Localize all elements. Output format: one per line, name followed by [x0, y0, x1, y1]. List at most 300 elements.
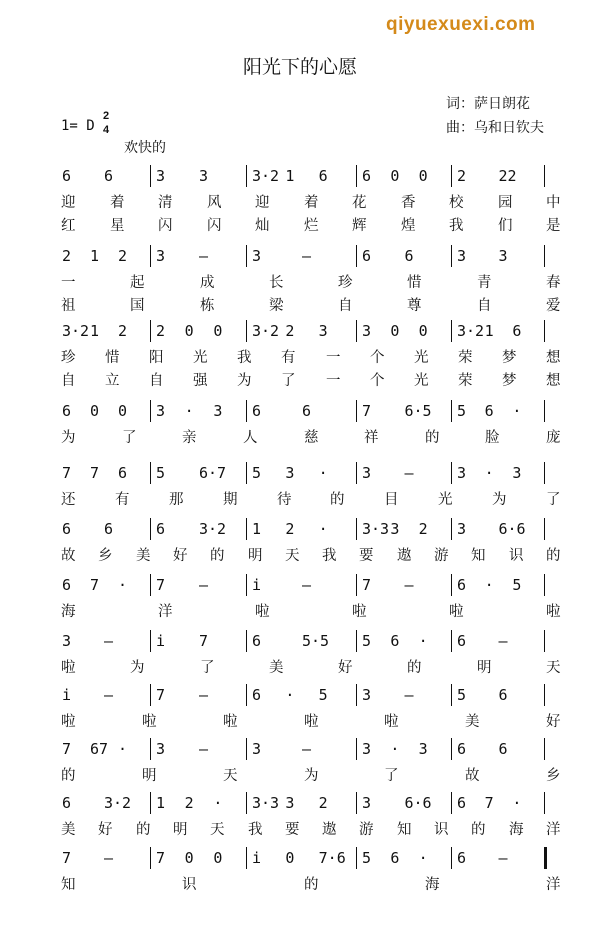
- note: 3·2: [252, 167, 280, 185]
- note: 3: [390, 520, 400, 538]
- barline: [150, 400, 151, 422]
- barline: [544, 630, 545, 652]
- measure: [156, 628, 242, 658]
- measure: [457, 398, 540, 428]
- lyric-word: 啦: [223, 714, 238, 730]
- barline: [356, 847, 357, 869]
- note: 3: [457, 520, 467, 538]
- barline: [246, 738, 247, 760]
- barline: [246, 400, 247, 422]
- barline: [544, 400, 545, 422]
- note: 3: [252, 247, 262, 265]
- measure: [362, 682, 447, 712]
- lyric-word: 遨: [322, 822, 337, 838]
- song-title: 阳光下的心愿: [242, 56, 357, 78]
- note: –: [302, 247, 312, 265]
- lyric-line: [0, 271, 600, 291]
- note: 6: [362, 167, 372, 185]
- note: –: [199, 576, 209, 594]
- barline: [246, 847, 247, 869]
- lyric-word: 的: [471, 822, 486, 838]
- barline: [451, 847, 452, 869]
- barline: [150, 518, 151, 540]
- measure: [62, 845, 146, 875]
- measure: [62, 516, 146, 546]
- barline: [150, 165, 151, 187]
- lyric-word: 啦: [61, 660, 76, 676]
- barline: [150, 847, 151, 869]
- note: 7: [156, 686, 166, 704]
- lyric-word: 识: [182, 877, 197, 893]
- notation-line: [0, 460, 600, 490]
- notation-line: [0, 845, 600, 875]
- barline: [246, 165, 247, 187]
- note: –: [199, 247, 209, 265]
- note: 2: [318, 794, 328, 812]
- lyric-word: 迎: [61, 195, 76, 211]
- measure: [156, 682, 242, 712]
- lyric-word: 乡: [546, 768, 561, 784]
- note: 3·2: [199, 520, 227, 538]
- note: 6: [252, 632, 262, 650]
- note: 6·7: [199, 464, 227, 482]
- score-system: [0, 163, 600, 240]
- measure: [62, 243, 146, 273]
- lyric-word: 慈: [304, 430, 319, 446]
- lyric-word: 清: [158, 195, 173, 211]
- measure: [457, 318, 540, 348]
- lyric-word: 阳: [149, 350, 164, 366]
- note: 6: [457, 849, 467, 867]
- measure: [362, 790, 447, 820]
- lyric-word: 洋: [546, 877, 561, 893]
- lyric-word: 星: [110, 218, 125, 234]
- measure: [252, 243, 352, 273]
- lyric-word: 春: [546, 275, 561, 291]
- lyric-line: [0, 488, 600, 508]
- lyric-word: 要: [359, 548, 374, 564]
- lyric-word: 自: [477, 298, 492, 314]
- barline: [246, 245, 247, 267]
- note: 3: [418, 740, 428, 758]
- measure: [252, 318, 352, 348]
- note: 3: [362, 464, 372, 482]
- lyric-line: [0, 600, 600, 620]
- note: 7: [362, 576, 372, 594]
- notation-line: [0, 572, 600, 602]
- barline: [544, 684, 545, 706]
- lyric-word: 天: [546, 660, 561, 676]
- note: 1: [484, 322, 494, 340]
- lyric-word: 爱: [546, 298, 561, 314]
- measure: [62, 736, 146, 766]
- note: 6: [62, 167, 72, 185]
- note: 3·3: [252, 794, 280, 812]
- measure: [362, 845, 447, 875]
- lyric-word: 美: [136, 548, 151, 564]
- measure: [156, 243, 242, 273]
- note: 6·5: [404, 402, 432, 420]
- barline: [150, 462, 151, 484]
- lyric-word: 了: [122, 430, 137, 446]
- lyric-word: 的: [407, 660, 422, 676]
- note: 6: [457, 576, 467, 594]
- notation-line: [0, 318, 600, 348]
- barline: [150, 738, 151, 760]
- barline: [356, 792, 357, 814]
- lyric-word: 闪: [158, 218, 173, 234]
- lyric-word: 啦: [255, 604, 270, 620]
- lyric-line: [0, 818, 600, 838]
- barline: [451, 245, 452, 267]
- barline: [544, 518, 545, 540]
- note: 2: [118, 247, 128, 265]
- measure: [156, 460, 242, 490]
- note: 3: [213, 402, 223, 420]
- note: 6: [62, 794, 72, 812]
- measure: [362, 243, 447, 273]
- lyric-word: 美: [465, 714, 480, 730]
- barline: [544, 165, 545, 187]
- lyric-word: 那: [169, 492, 184, 508]
- note: 3: [318, 322, 328, 340]
- lyric-word: 知: [471, 548, 486, 564]
- lyric-word: 一: [326, 373, 341, 389]
- lyric-word: 天: [210, 822, 225, 838]
- barline: [356, 574, 357, 596]
- note: 7: [362, 402, 372, 420]
- lyric-word: 了: [384, 768, 399, 784]
- note: 3·2: [457, 322, 485, 340]
- lyric-word: 闪: [207, 218, 222, 234]
- lyric-word: 强: [193, 373, 208, 389]
- note: 22: [498, 167, 517, 185]
- lyric-word: 栋: [200, 298, 215, 314]
- note: 3: [362, 794, 372, 812]
- note: 6·6: [404, 794, 432, 812]
- lyric-word: 为: [130, 660, 145, 676]
- lyric-word: 自: [338, 298, 353, 314]
- note: 1: [90, 247, 100, 265]
- note: 2: [285, 322, 295, 340]
- lyric-word: 自: [149, 373, 164, 389]
- barline: [246, 574, 247, 596]
- note: 7: [62, 464, 72, 482]
- lyric-word: 好: [338, 660, 353, 676]
- barline: [544, 320, 545, 342]
- lyric-word: 荣: [458, 373, 473, 389]
- lyric-word: 的: [330, 492, 345, 508]
- note: –: [404, 464, 414, 482]
- lyric-word: 明: [142, 768, 157, 784]
- note: 3: [457, 247, 467, 265]
- note: 3·3: [362, 520, 390, 538]
- note: 3: [156, 402, 166, 420]
- note: 5: [318, 686, 328, 704]
- measure: [62, 460, 146, 490]
- measure: [156, 736, 242, 766]
- note: 7: [156, 576, 166, 594]
- note: 7: [62, 849, 72, 867]
- measure: [62, 163, 146, 193]
- measure: [362, 460, 447, 490]
- barline: [544, 738, 545, 760]
- note: 5: [252, 464, 262, 482]
- note: 2: [156, 322, 166, 340]
- measure: [252, 845, 352, 875]
- measure: [252, 790, 352, 820]
- lyric-word: 立: [105, 373, 120, 389]
- measure: [252, 628, 352, 658]
- measure: [156, 790, 242, 820]
- time-signature-top: 2: [103, 110, 110, 122]
- notation-line: [0, 682, 600, 712]
- lyric-word: 知: [61, 877, 76, 893]
- barline: [451, 792, 452, 814]
- lyric-word: 长: [269, 275, 284, 291]
- lyric-word: 的: [425, 430, 440, 446]
- barline: [451, 400, 452, 422]
- note: 6: [484, 402, 494, 420]
- lyric-word: 校: [449, 195, 464, 211]
- measure: [252, 736, 352, 766]
- note: 3: [457, 464, 467, 482]
- lyric-word: 好: [173, 548, 188, 564]
- note: 3: [285, 794, 295, 812]
- lyric-word: 期: [223, 492, 238, 508]
- measure: [457, 628, 540, 658]
- note: 7: [484, 794, 494, 812]
- barline: [150, 245, 151, 267]
- barline: [246, 630, 247, 652]
- note: 3: [156, 740, 166, 758]
- note: i: [156, 632, 166, 650]
- note: 0: [213, 322, 223, 340]
- barline: [451, 630, 452, 652]
- lyric-word: 为: [304, 768, 319, 784]
- note: –: [404, 686, 414, 704]
- note: 6: [156, 520, 166, 538]
- lyric-word: 着: [110, 195, 125, 211]
- lyric-word: 我: [237, 350, 252, 366]
- barline: [451, 518, 452, 540]
- note: ·: [484, 464, 494, 482]
- lyric-word: 光: [414, 373, 429, 389]
- barline: [544, 245, 545, 267]
- lyric-word: 啦: [546, 604, 561, 620]
- barline: [150, 630, 151, 652]
- barline: [544, 574, 545, 596]
- note: –: [302, 740, 312, 758]
- lyric-word: 个: [370, 350, 385, 366]
- note: 3: [156, 247, 166, 265]
- lyric-line: [0, 369, 600, 389]
- note: 6: [104, 520, 114, 538]
- barline: [150, 320, 151, 342]
- lyric-word: 为: [492, 492, 507, 508]
- lyric-word: 知: [397, 822, 412, 838]
- lyric-word: 青: [477, 275, 492, 291]
- lyric-word: 乡: [98, 548, 113, 564]
- note: 3: [498, 247, 508, 265]
- note: –: [104, 632, 114, 650]
- lyric-word: 中: [546, 195, 561, 211]
- note: 7·6: [318, 849, 346, 867]
- note: –: [498, 849, 508, 867]
- measure: [362, 736, 447, 766]
- lyric-word: 为: [61, 430, 76, 446]
- note: 3: [362, 322, 372, 340]
- lyric-word: 花: [352, 195, 367, 211]
- note: 7: [90, 576, 100, 594]
- measure: [362, 516, 447, 546]
- note: 3: [252, 740, 262, 758]
- lyric-line: [0, 191, 600, 211]
- measure: [62, 682, 146, 712]
- lyric-line: [0, 873, 600, 893]
- lyric-line: [0, 710, 600, 730]
- note: 6: [118, 464, 128, 482]
- lyric-word: 啦: [142, 714, 157, 730]
- note: 0: [418, 167, 428, 185]
- notation-line: [0, 163, 600, 193]
- note: 6: [62, 402, 72, 420]
- lyric-word: 惜: [105, 350, 120, 366]
- lyric-word: 洋: [158, 604, 173, 620]
- note: ·: [318, 464, 328, 482]
- lyric-word: 识: [509, 548, 524, 564]
- measure: [156, 516, 242, 546]
- note: 3: [156, 167, 166, 185]
- lyric-word: 还: [61, 492, 76, 508]
- note: 67: [90, 740, 109, 758]
- note: ·: [285, 686, 295, 704]
- barline: [451, 738, 452, 760]
- lyric-line: [0, 656, 600, 676]
- lyric-word: 天: [285, 548, 300, 564]
- barline: [356, 518, 357, 540]
- lyric-word: 光: [414, 350, 429, 366]
- lyric-word: 梁: [269, 298, 284, 314]
- tempo-marking: 欢快的: [124, 140, 166, 156]
- lyric-word: 国: [130, 298, 145, 314]
- score-system: [0, 243, 600, 320]
- lyric-word: 们: [498, 218, 513, 234]
- lyric-word: 自: [61, 373, 76, 389]
- note: 7: [62, 740, 72, 758]
- notation-line: [0, 398, 600, 428]
- lyric-word: 啦: [61, 714, 76, 730]
- note: 3: [512, 464, 522, 482]
- lyric-word: 有: [281, 350, 296, 366]
- lyric-word: 煌: [401, 218, 416, 234]
- note: 1: [285, 167, 295, 185]
- note: 5: [362, 632, 372, 650]
- lyric-word: 洋: [546, 822, 561, 838]
- note: 1: [90, 322, 100, 340]
- note: 0: [213, 849, 223, 867]
- note: 6: [498, 740, 508, 758]
- note: 3: [199, 167, 209, 185]
- lyric-line: [0, 426, 600, 446]
- measure: [62, 628, 146, 658]
- lyric-word: 识: [434, 822, 449, 838]
- lyric-word: 祖: [61, 298, 76, 314]
- lyric-word: 辉: [352, 218, 367, 234]
- note: 1: [156, 794, 166, 812]
- lyric-word: 风: [207, 195, 222, 211]
- note: 0: [418, 322, 428, 340]
- lyric-word: 一: [61, 275, 76, 291]
- lyric-word: 游: [359, 822, 374, 838]
- lyric-word: 祥: [364, 430, 379, 446]
- note: 5: [512, 576, 522, 594]
- lyric-word: 梦: [502, 373, 517, 389]
- barline: [150, 792, 151, 814]
- measure: [362, 163, 447, 193]
- lyric-word: 游: [434, 548, 449, 564]
- barline: [246, 792, 247, 814]
- note: 6: [62, 520, 72, 538]
- lyric-word: 好: [98, 822, 113, 838]
- lyric-word: 着: [304, 195, 319, 211]
- note: 5: [362, 849, 372, 867]
- note: 5: [457, 402, 467, 420]
- note: ·: [318, 520, 328, 538]
- note: 6: [404, 247, 414, 265]
- measure: [252, 460, 352, 490]
- lyric-word: 故: [61, 548, 76, 564]
- lyric-word: 烂: [304, 218, 319, 234]
- notation-line: [0, 736, 600, 766]
- note: –: [199, 686, 209, 704]
- note: 6: [498, 686, 508, 704]
- measure: [62, 572, 146, 602]
- barline: [246, 462, 247, 484]
- barline: [356, 165, 357, 187]
- note: 2: [457, 167, 467, 185]
- note: 2: [285, 520, 295, 538]
- barline: [356, 320, 357, 342]
- measure: [362, 398, 447, 428]
- notation-line: [0, 516, 600, 546]
- barline: [451, 684, 452, 706]
- barline: [150, 574, 151, 596]
- note: 6: [362, 247, 372, 265]
- measure: [457, 736, 540, 766]
- lyric-word: 脸: [485, 430, 500, 446]
- note: 3: [62, 632, 72, 650]
- lyric-word: 香: [401, 195, 416, 211]
- note: 0: [390, 167, 400, 185]
- measure: [252, 398, 352, 428]
- note: 6: [104, 167, 114, 185]
- barline: [356, 462, 357, 484]
- measure: [457, 682, 540, 712]
- measure: [457, 572, 540, 602]
- lyric-word: 尊: [407, 298, 422, 314]
- lyric-word: 园: [498, 195, 513, 211]
- lyric-word: 的: [61, 768, 76, 784]
- lyric-word: 珍: [338, 275, 353, 291]
- note: ·: [418, 632, 428, 650]
- note: 6: [457, 794, 467, 812]
- lyric-word: 成: [200, 275, 215, 291]
- barline: [246, 320, 247, 342]
- lyric-word: 了: [281, 373, 296, 389]
- note: 6: [318, 167, 328, 185]
- note: 2: [118, 322, 128, 340]
